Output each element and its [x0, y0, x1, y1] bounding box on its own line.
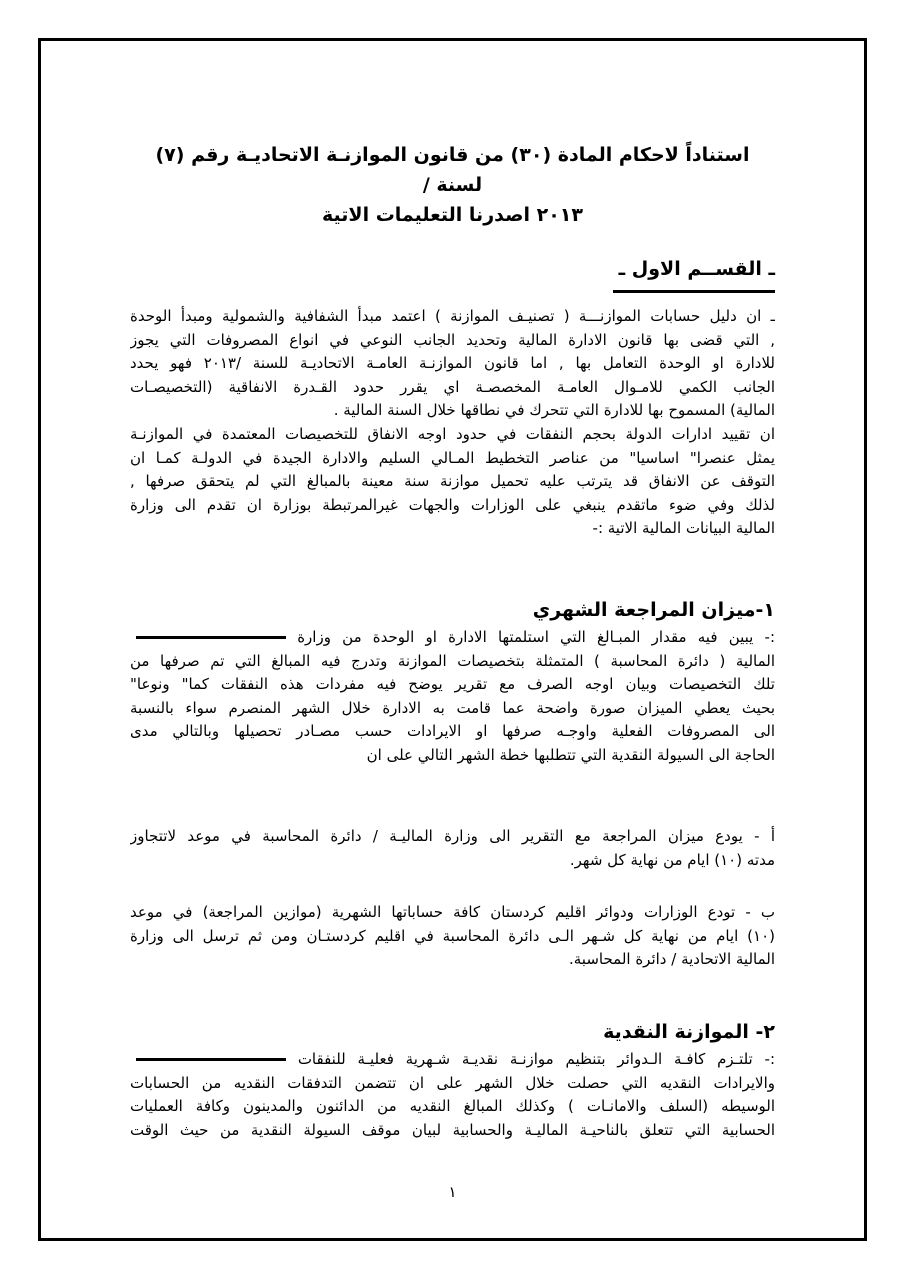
- text-line: الى المصروفات الفعلية واوجـه صرفها او الايرادات حسب مصـادر تحصيلها وبالتالي مدى: [130, 722, 775, 740]
- text-line: التوقف عن الانفاق قد يترتب عليه تحميل موازنة سنة معينة بالمبالغ التي لم يتحقق صرفها ,: [130, 472, 775, 490]
- title-line-1: استناداً لاحكام المادة (٣٠) من قانون الموازنـة الاتحاديـة رقم (٧) لسنة /: [155, 144, 750, 196]
- text-line: (١٠) ايام من نهاية كل شـهر الـى دائرة المحاسبة في اقليم كردستـان ومن ثم ترسل الى وزارة: [130, 926, 775, 945]
- item-1-text: :- يبين فيه مقدار المبـالغ التي استلمتها الادارة او الوحدة من وزارة: [297, 628, 775, 646]
- text-line: ان تقييد ادارات الدولة بحجم النفقات في حدود اوجه الانفاق للتخصيصات المعتمدة في الموازنـة: [130, 425, 775, 443]
- section-1-heading: ـ القســم الاول ـ: [618, 258, 775, 280]
- item-1-sub-b: [130, 901, 775, 972]
- text-line: الحاجة الى السيولة النقدية التي تتطلبها خطة الشهر التالي على ان: [366, 745, 775, 764]
- text-line: ـ ان دليل حسابات الموازنـــة ( تصنيـف الموازنة ) اعتمد مبدأ الشفافية والشمولية ومبدأ الوحدة: [130, 307, 775, 325]
- document-title: [130, 140, 775, 230]
- text-line: بحيث يعطي الميزان صورة واضحة عما قامت به الادارة خلال الشهر المنصرم سواء بالنسبة: [130, 698, 775, 717]
- text-line: المالية ( دائرة المحاسبة ) المتمثلة بتخصيصات الموازنة وتدرج فيه المبالغ التي تم صرفها من: [130, 651, 775, 670]
- text-line: المالية الاتحادية / دائرة المحاسبة.: [568, 950, 775, 968]
- page-number: ١: [448, 1183, 457, 1201]
- item-2-paragraph: [130, 1048, 775, 1142]
- text-line: لذلك وفي ضوء ماتقدم ينبغي على الوزارات والجهات غيرالمرتبطة بوزارة ان تقدم الى وزارة: [130, 495, 775, 514]
- item-1-paragraph: [130, 626, 775, 767]
- text-line: [130, 1048, 775, 1072]
- text-line: والايرادات النقديه التي حصلت خلال الشهر على ان تتضمن التدفقات النقديه من الحسابات: [130, 1073, 775, 1092]
- item-1-heading: ١-ميزان المراجعة الشهري: [532, 599, 775, 621]
- section-1-paragraph-2: [130, 423, 775, 541]
- text-line: للادارة او الوحدة التعامل بها , اما قانون الموازنـة العامـة الاتحاديـة للسنة /٢٠١٣ فهو يحدد: [130, 354, 775, 372]
- item-1-sub-a: [130, 825, 775, 872]
- text-line: , التي قضى بها قانون الادارة المالية وتحديد الجانب النوعي في انواع المصروفات التي يجوز: [130, 330, 775, 349]
- text-line: الحسابية التي تتعلق بالناحيـة الماليـة والحسابية لبيان موقف السيولة النقدية من حيث الوقت: [130, 1120, 775, 1139]
- text-line: أ - يودع ميزان المراجعة مع التقرير الى وزارة الماليـة / دائرة المحاسبة في موعد لاتتجاوز: [130, 827, 775, 845]
- text-line: الجانب الكمي للامـوال العامـة المخصصـة اي يقرر حدود القـدرة الانفاقية (التخصيصـات: [130, 377, 775, 396]
- item-2-text: :- تلتـزم كافـة الـدوائر بتنظيم موازنـة نقديـة شـهرية فعليـة للنفقات: [297, 1050, 775, 1068]
- text-line: [130, 626, 775, 650]
- text-line: المالية البيانات المالية الاتية :-: [592, 519, 775, 537]
- section-1-paragraph-1: [130, 305, 775, 423]
- text-line: المالية) المسموح بها للادارة التي تتحرك في نطاقها خلال السنة المالية .: [333, 401, 775, 419]
- heading-underline: [136, 636, 286, 639]
- text-line: الوسيطه (السلف والامانـات ) وكذلك المبالغ النقديه من الدائنون والمدينون وكافة العمليات: [130, 1097, 775, 1115]
- item-2-heading: ٢- الموازنة النقدية: [603, 1021, 775, 1043]
- text-line: تلك التخصيصات وبيان اوجه الصرف مع تقرير يوضح فيه مفردات هذه النفقات كما" ونوعا": [130, 675, 775, 693]
- text-line: مدته (١٠) ايام من نهاية كل شهر.: [569, 850, 775, 869]
- section-1-underline: [613, 290, 775, 293]
- heading-underline: [136, 1058, 286, 1061]
- text-line: يمثل عنصرا" اساسيا" من عناصر التخطيط المـالي السليم والادارة الجيدة في الدولـة كمـا ان: [130, 448, 775, 467]
- text-line: ب - تودع الوزارات ودوائر اقليم كردستان كافة حساباتها الشهرية (موازين المراجعة) في موعد: [130, 903, 775, 921]
- title-line-2: ٢٠١٣ اصدرنا التعليمات الاتية: [322, 204, 583, 226]
